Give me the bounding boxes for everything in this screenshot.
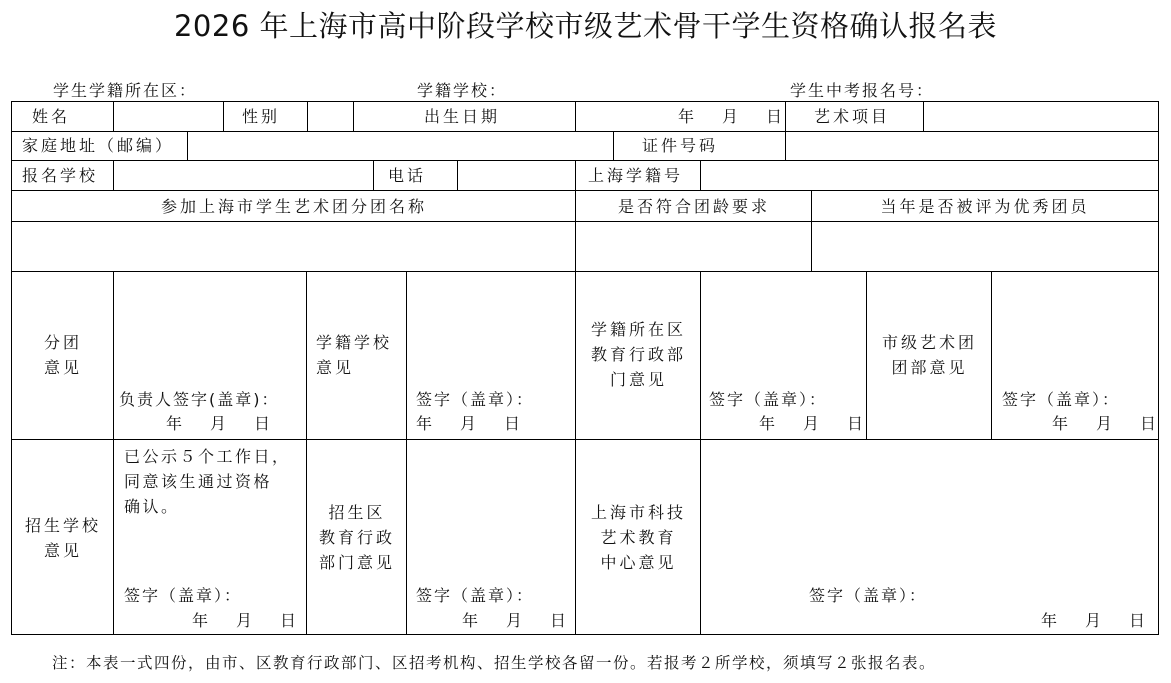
apply-school-field[interactable] [114, 161, 374, 191]
district-label: 学生学籍所在区： [53, 81, 198, 100]
name-label: 姓名 [32, 107, 71, 126]
age-requirement-field[interactable] [576, 222, 812, 272]
name-label-cell [12, 102, 114, 132]
id-number-label: 证件号码 [642, 136, 719, 155]
center-label-cell [576, 440, 701, 634]
admit-school-date: 年 月 日 [192, 611, 303, 630]
city-troupe-opinion-label: 市级艺术团 团部意见 [881, 333, 977, 377]
registration-table [11, 101, 1163, 635]
center-date: 年 月 日 [1041, 611, 1152, 630]
phone-label-cell [374, 161, 458, 191]
birth-date-label: 出生日期 [424, 107, 501, 126]
city-troupe-label-cell [867, 272, 992, 440]
gender-field[interactable] [308, 102, 354, 132]
phone-label: 电话 [388, 166, 427, 185]
birth-date-ymd: 年 月 日 [678, 107, 789, 126]
district-opinion-label-cell [576, 272, 701, 440]
school-opinion-label: 学籍学校 意见 [316, 333, 393, 377]
birth-label-cell [354, 102, 576, 132]
branch-opinion-label-cell [12, 272, 114, 440]
phone-field[interactable] [458, 161, 576, 191]
troupe-name-label: 参加上海市学生艺术团分团名称 [160, 197, 427, 216]
city-troupe-date: 年 月 日 [1052, 414, 1163, 433]
district-date: 年 月 日 [759, 414, 870, 433]
birth-date-field[interactable] [576, 102, 789, 132]
admit-school-sign-label: 签字（盖章）： [124, 586, 243, 605]
name-field[interactable] [114, 102, 224, 132]
gender-label: 性别 [242, 107, 281, 126]
age-requirement-label: 是否符合团龄要求 [617, 197, 770, 216]
art-project-label: 艺术项目 [814, 107, 891, 126]
city-troupe-sign-label: 签字（盖章）： [1002, 390, 1121, 409]
admit-district-date: 年 月 日 [462, 611, 573, 630]
age-req-header-cell [576, 191, 812, 222]
city-troupe-opinion-field[interactable] [992, 272, 1163, 440]
troupe-header-cell [12, 191, 576, 222]
admit-district-opinion-label: 招生区 教育行政 部门意见 [318, 503, 395, 572]
school-sign-label: 签字（盖章）： [416, 390, 535, 409]
branch-date: 年 月 日 [166, 414, 277, 433]
branch-opinion-label: 分团 意见 [44, 333, 83, 377]
district-opinion-label: 学籍所在区 教育行政部 门意见 [590, 320, 686, 389]
admit-district-opinion-field[interactable] [407, 440, 576, 634]
apply-school-label-cell [12, 161, 114, 191]
shanghai-student-no-field[interactable] [701, 161, 1158, 191]
excellent-member-field[interactable] [812, 222, 1158, 272]
responsible-sign-label: 负责人签字(盖章)： [119, 390, 280, 409]
admit-school-opinion-label: 招生学校 意见 [24, 516, 101, 560]
excellent-member-label: 当年是否被评为优秀团员 [880, 197, 1090, 216]
art-label-cell [786, 102, 924, 132]
branch-opinion-field[interactable] [114, 272, 307, 440]
gender-label-cell [224, 102, 308, 132]
troupe-name-field[interactable] [12, 222, 576, 272]
admit-school-label-cell [12, 440, 114, 634]
school-label: 学籍学校： [417, 81, 508, 100]
admit-school-opinion-field[interactable] [114, 440, 307, 634]
id-label-cell [614, 132, 786, 161]
center-opinion-field[interactable] [701, 440, 1158, 634]
sh-status-label-cell [576, 161, 701, 191]
address-field[interactable] [188, 132, 614, 161]
school-opinion-label-cell [307, 272, 407, 440]
admit-district-sign-label: 签字（盖章）： [416, 586, 535, 605]
apply-school-label: 报名学校 [22, 166, 99, 185]
center-sign-label: 签字（盖章）： [809, 586, 928, 605]
address-label: 家庭地址（邮编） [22, 136, 175, 155]
school-date: 年 月 日 [416, 414, 527, 433]
id-number-field[interactable] [786, 132, 1158, 161]
district-sign-label: 签字（盖章）： [709, 390, 828, 409]
form-title: 2026 年上海市高中阶段学校市级艺术骨干学生资格确认报名表 [173, 9, 998, 43]
admit-district-label-cell [307, 440, 407, 634]
center-opinion-label: 上海市科技 艺术教育 中心意见 [590, 503, 686, 572]
address-label-cell [12, 132, 188, 161]
district-opinion-field[interactable] [701, 272, 870, 440]
shanghai-student-no-label: 上海学籍号 [588, 166, 684, 185]
excellent-header-cell [812, 191, 1158, 222]
art-project-field[interactable] [924, 102, 1158, 132]
footnote: 注：本表一式四份，由市、区教育行政部门、区招考机构、招生学校各留一份。若报考２所学校，须填写２张报名表。 [52, 654, 937, 672]
publicity-statement: 已公示５个工作日， 同意该生通过资格 确认。 [124, 447, 291, 516]
exam-number-label: 学生中考报名号： [790, 81, 935, 100]
school-opinion-field[interactable] [407, 272, 576, 440]
